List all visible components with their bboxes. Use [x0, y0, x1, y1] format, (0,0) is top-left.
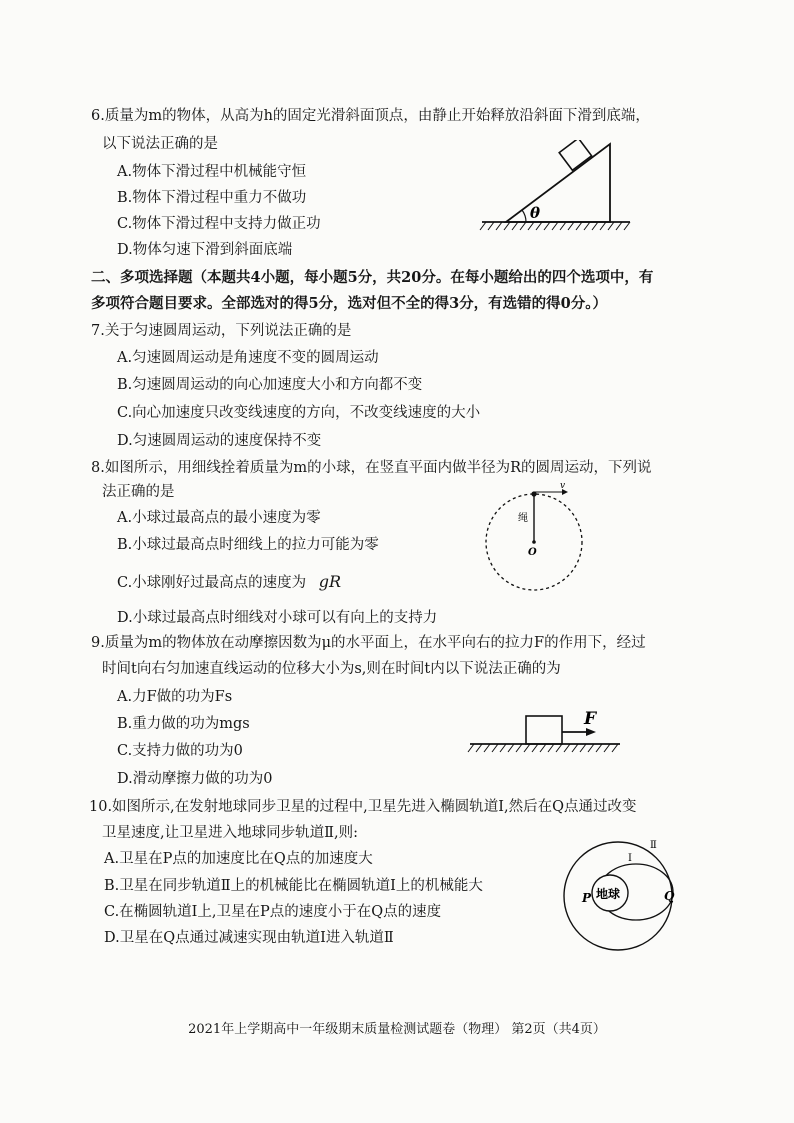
q7-stem: 7.关于匀速圆周运动，下列说法正确的是 — [91, 323, 352, 339]
q8-option-d: D.小球过最高点时细线对小球可以有向上的支持力 — [117, 610, 438, 626]
q9-stem-line1: 9.质量为m的物体放在动摩擦因数为μ的水平面上，在水平向右的拉力F的作用下，经过 — [91, 635, 646, 651]
q8-option-c-text: C.小球刚好过最高点的速度为 — [117, 575, 307, 591]
q9-option-b: B.重力做的功为mgs — [117, 716, 250, 732]
orbit-figure — [556, 836, 686, 954]
block-force-figure — [466, 704, 624, 758]
vertical-circle-figure — [478, 480, 590, 592]
q10-option-b: B.卫星在同步轨道Ⅱ上的机械能比在椭圆轨道Ⅰ上的机械能大 — [104, 878, 483, 894]
q10-stem-line2: 卫星速度,让卫星进入地球同步轨道Ⅱ,则: — [102, 825, 358, 841]
force-arrow — [586, 728, 596, 736]
q7-option-b: B.匀速圆周运动的向心加速度大小和方向都不变 — [117, 377, 423, 393]
section2-heading-line1: 二、多项选择题（本题共4小题，每小题5分，共20分。在每小题给出的四个选项中，有 — [91, 269, 654, 286]
angle-theta-label: θ — [530, 204, 541, 222]
q8-option-a: A.小球过最高点的最小速度为零 — [117, 510, 321, 526]
q9-option-d: D.滑动摩擦力做的功为0 — [117, 771, 273, 787]
q8-stem-line2: 法正确的是 — [102, 484, 175, 500]
orbit-i-label: Ⅰ — [628, 853, 632, 864]
q7-option-c: C.向心加速度只改变线速度的方向，不改变线速度的大小 — [117, 405, 481, 421]
q6-option-d: D.物体匀速下滑到斜面底端 — [117, 242, 293, 258]
section2-heading-line2: 多项符合题目要求。全部选对的得5分，选对但不全的得3分，有选错的得0分。） — [91, 295, 608, 312]
page-footer: 2021年上学期高中一年级期末质量检测试题卷（物理） 第2页（共4页） — [188, 1022, 606, 1037]
q8-stem-line1: 8.如图所示，用细线拴着质量为m的小球，在竖直平面内做半径为R的圆周运动，下列说 — [91, 460, 652, 476]
q9-option-a: A.力F做的功为Fs — [117, 689, 233, 705]
q10-option-d: D.卫星在Q点通过减速实现由轨道Ⅰ进入轨道Ⅱ — [104, 930, 394, 946]
q6-stem-line2: 以下说法正确的是 — [102, 136, 218, 152]
point-q-label: Q — [664, 889, 675, 903]
earth-label: 地球 — [596, 887, 621, 901]
q10-option-a: A.卫星在P点的加速度比在Q点的加速度大 — [104, 851, 373, 867]
velocity-label: v — [560, 481, 566, 491]
q10-option-c: C.在椭圆轨道Ⅰ上,卫星在P点的速度小于在Q点的速度 — [104, 904, 442, 920]
q6-option-b: B.物体下滑过程中重力不做功 — [117, 190, 307, 206]
incline-figure — [478, 140, 638, 232]
q10-stem-line1: 10.如图所示,在发射地球同步卫星的过程中,卫星先进入椭圆轨道Ⅰ,然后在Q点通过改变 — [89, 799, 637, 815]
q6-option-a: A.物体下滑过程中机械能守恒 — [117, 164, 307, 180]
q9-stem-line2: 时间t向右匀加速直线运动的位移大小为s,则在时间t内以下说法正确的为 — [102, 661, 561, 677]
block-on-incline — [559, 140, 591, 170]
q6-stem-line1: 6.质量为m的物体，从高为h的固定光滑斜面顶点，由静止开始释放沿斜面下滑到底端， — [91, 108, 650, 124]
q8-option-c-formula: gR — [318, 572, 342, 591]
q7-option-a: A.匀速圆周运动是角速度不变的圆周运动 — [117, 350, 379, 366]
q6-option-c: C.物体下滑过程中支持力做正功 — [117, 216, 321, 232]
point-p-label: P — [582, 891, 592, 905]
force-label: F — [584, 709, 597, 729]
orbit-ii-label: Ⅱ — [650, 840, 657, 851]
incline-triangle — [506, 144, 610, 222]
q9-option-c: C.支持力做的功为0 — [117, 743, 243, 759]
q8-option-c — [117, 572, 341, 593]
q8-option-b: B.小球过最高点时细线上的拉力可能为零 — [117, 537, 379, 553]
center-label: O — [528, 547, 537, 558]
q7-option-d: D.匀速圆周运动的速度保持不变 — [117, 433, 322, 449]
block — [526, 716, 562, 744]
rope-label: 绳 — [518, 513, 528, 524]
